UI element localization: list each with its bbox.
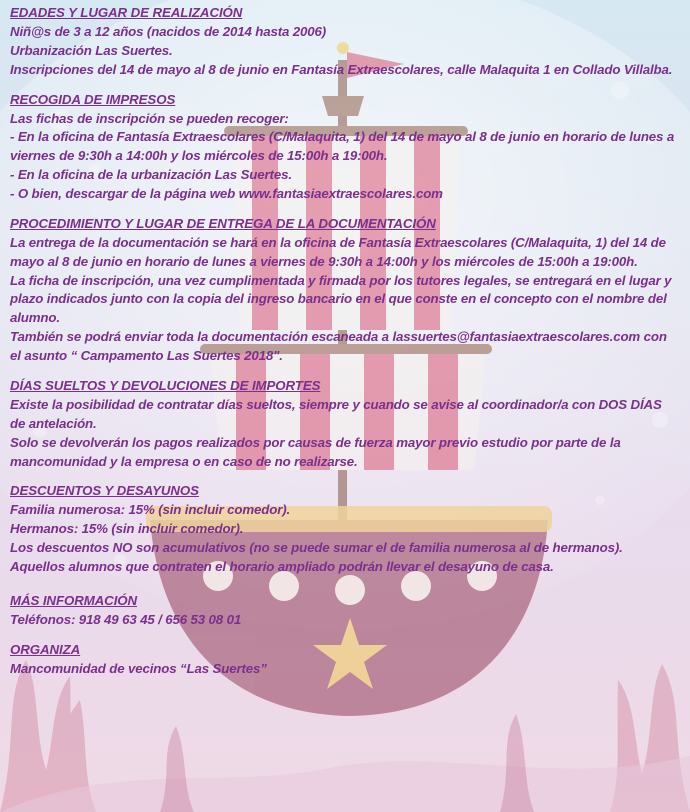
section-line: Urbanización Las Suertes.	[10, 42, 173, 58]
section-line: Los descuentos NO son acumulativos (no se puede sumar el de familia numerosa al de hermanos).	[10, 540, 623, 556]
section-edades-lugar	[10, 4, 680, 80]
section-line: Inscripciones del 14 de mayo al 8 de junio en Fantasía Extraescolares, calle Malaquita 1 en Collado Villalba.	[10, 61, 673, 77]
section-heading: EDADES Y LUGAR DE REALIZACIÓN	[10, 5, 243, 20]
section-dias-sueltos	[10, 377, 680, 471]
section-heading: PROCEDIMIENTO Y LUGAR DE ENTREGA DE LA DOCUMENTACIÓN	[10, 215, 436, 231]
section-recogida-impresos	[10, 91, 680, 204]
section-line: Hermanos: 15% (sin incluir comedor).	[10, 521, 244, 537]
section-procedimiento-entrega	[10, 215, 680, 366]
section-line: Familia numerosa: 15% (sin incluir comedor).	[10, 502, 291, 518]
section-heading: DESCUENTOS Y DESAYUNOS	[10, 483, 199, 499]
section-line: - En la oficina de la urbanización Las Suertes.	[10, 167, 292, 183]
section-line: - En la oficina de Fantasía Extraescolares (C/Malaquita, 1) del 14 de mayo al 8 de junio en horario de lunes a viernes de 9:30h a 14:00h y los miércoles de 15:00h a 19:00h.	[10, 129, 675, 164]
section-line: Existe la posibilidad de contratar días sueltos, siempre y cuando se avise al coordinador/a con DOS DÍAS de antelación.	[10, 396, 662, 431]
section-descuentos-desayunos	[10, 482, 680, 576]
section-line: - O bien, descargar de la página web www.fantasiaextraescolares.com	[10, 186, 443, 201]
section-line: Solo se devolverán los pagos realizados por causas de fuerza mayor previo estudio por parte de la mancomunidad y la empresa o en caso de no realizarse.	[10, 434, 621, 469]
section-heading: DÍAS SUELTOS Y DEVOLUCIONES DE IMPORTES	[10, 377, 321, 393]
section-heading: MÁS INFORMACIÓN	[10, 592, 138, 608]
section-line: Aquellos alumnos que contraten el horario ampliado podrán llevar el desayuno de casa.	[10, 558, 554, 574]
section-line: Mancomunidad de vecinos “Las Suertes”	[10, 660, 267, 676]
section-line: Las fichas de inscripción se pueden recoger:	[10, 110, 289, 126]
section-line: La ficha de inscripción, una vez cumplimentada y firmada por los tutores legales, se entregará en el lugar y plazo indicados junto con la copia del ingreso bancario en el que conste en el concepto con el nombre del alumno.	[10, 272, 672, 326]
section-line: Niñ@s de 3 a 12 años (nacidos de 2014 hasta 2006)	[10, 23, 327, 39]
section-line: La entrega de la documentación se hará en la oficina de Fantasía Extraescolares (C/Malaquita, 1) del 14 de mayo al 8 de junio en horario de lunes a viernes de 9:30h a 14:00h y los miércoles de 15:00h a 19:00h.	[10, 234, 666, 269]
section-line: También se podrá enviar toda la documentación escaneada a lassuertes@fantasiaextraescolares.com con el asunto “ Campamento Las Suertes 2018".	[10, 329, 667, 364]
section-line: Teléfonos: 918 49 63 45 / 656 53 08 01	[10, 611, 242, 627]
section-heading: ORGANIZA	[10, 641, 81, 657]
section-mas-informacion	[10, 592, 680, 630]
section-heading: RECOGIDA DE IMPRESOS	[10, 91, 176, 107]
section-organiza	[10, 641, 680, 679]
